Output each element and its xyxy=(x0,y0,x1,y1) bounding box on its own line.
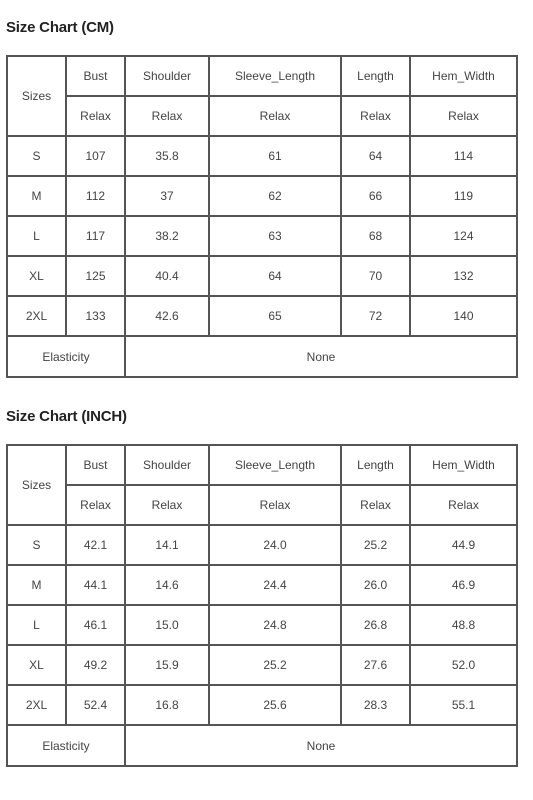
fit-hem-width: Relax xyxy=(410,485,517,525)
shoulder-cell: 38.2 xyxy=(125,216,209,256)
size-cell: L xyxy=(7,605,66,645)
sleeve-length-cell: 24.8 xyxy=(209,605,341,645)
fit-bust: Relax xyxy=(66,96,125,136)
table-row xyxy=(7,176,517,216)
bust-cell: 112 xyxy=(66,176,125,216)
size-cell: S xyxy=(7,136,66,176)
size-cell: XL xyxy=(7,256,66,296)
header-sizes: Sizes xyxy=(7,56,66,136)
header-shoulder: Shoulder xyxy=(125,445,209,485)
fit-length: Relax xyxy=(341,96,410,136)
hem-width-cell: 55.1 xyxy=(410,685,517,725)
shoulder-cell: 42.6 xyxy=(125,296,209,336)
shoulder-cell: 15.0 xyxy=(125,605,209,645)
elasticity-label: Elasticity xyxy=(7,336,125,377)
header-row xyxy=(7,445,517,485)
table-row xyxy=(7,296,517,336)
length-cell: 64 xyxy=(341,136,410,176)
hem-width-cell: 140 xyxy=(410,296,517,336)
size-cell: XL xyxy=(7,645,66,685)
elasticity-row xyxy=(7,336,517,377)
shoulder-cell: 15.9 xyxy=(125,645,209,685)
size-cell: M xyxy=(7,176,66,216)
sleeve-length-cell: 62 xyxy=(209,176,341,216)
hem-width-cell: 48.8 xyxy=(410,605,517,645)
fit-bust: Relax xyxy=(66,485,125,525)
fit-hem-width: Relax xyxy=(410,96,517,136)
hem-width-cell: 132 xyxy=(410,256,517,296)
table-row xyxy=(7,136,517,176)
size-cell: L xyxy=(7,216,66,256)
elasticity-value: None xyxy=(125,336,517,377)
sleeve-length-cell: 63 xyxy=(209,216,341,256)
table-row xyxy=(7,525,517,565)
size-chart-cm-title: Size Chart (CM) xyxy=(6,19,114,36)
length-cell: 26.0 xyxy=(341,565,410,605)
length-cell: 26.8 xyxy=(341,605,410,645)
fit-shoulder: Relax xyxy=(125,485,209,525)
sleeve-length-cell: 24.4 xyxy=(209,565,341,605)
hem-width-cell: 46.9 xyxy=(410,565,517,605)
fit-length: Relax xyxy=(341,485,410,525)
length-cell: 66 xyxy=(341,176,410,216)
header-shoulder: Shoulder xyxy=(125,56,209,96)
sleeve-length-cell: 25.2 xyxy=(209,645,341,685)
elasticity-value: None xyxy=(125,725,517,766)
bust-cell: 52.4 xyxy=(66,685,125,725)
header-hem-width: Hem_Width xyxy=(410,445,517,485)
bust-cell: 133 xyxy=(66,296,125,336)
length-cell: 28.3 xyxy=(341,685,410,725)
header-hem-width: Hem_Width xyxy=(410,56,517,96)
bust-cell: 42.1 xyxy=(66,525,125,565)
sleeve-length-cell: 24.0 xyxy=(209,525,341,565)
sleeve-length-cell: 25.6 xyxy=(209,685,341,725)
table-row xyxy=(7,216,517,256)
fit-sleeve-length: Relax xyxy=(209,96,341,136)
bust-cell: 46.1 xyxy=(66,605,125,645)
fit-row xyxy=(7,96,517,136)
shoulder-cell: 37 xyxy=(125,176,209,216)
hem-width-cell: 52.0 xyxy=(410,645,517,685)
table-row xyxy=(7,605,517,645)
size-cell: 2XL xyxy=(7,685,66,725)
fit-shoulder: Relax xyxy=(125,96,209,136)
header-row xyxy=(7,56,517,96)
hem-width-cell: 124 xyxy=(410,216,517,256)
header-length: Length xyxy=(341,56,410,96)
shoulder-cell: 14.1 xyxy=(125,525,209,565)
hem-width-cell: 114 xyxy=(410,136,517,176)
sleeve-length-cell: 65 xyxy=(209,296,341,336)
hem-width-cell: 119 xyxy=(410,176,517,216)
bust-cell: 107 xyxy=(66,136,125,176)
table-row xyxy=(7,565,517,605)
size-chart-inch-table xyxy=(6,444,518,767)
shoulder-cell: 40.4 xyxy=(125,256,209,296)
table-row xyxy=(7,645,517,685)
length-cell: 27.6 xyxy=(341,645,410,685)
length-cell: 68 xyxy=(341,216,410,256)
fit-row xyxy=(7,485,517,525)
shoulder-cell: 16.8 xyxy=(125,685,209,725)
elasticity-row xyxy=(7,725,517,766)
table-row xyxy=(7,256,517,296)
bust-cell: 44.1 xyxy=(66,565,125,605)
fit-sleeve-length: Relax xyxy=(209,485,341,525)
size-cell: M xyxy=(7,565,66,605)
size-chart-inch-title: Size Chart (INCH) xyxy=(6,408,127,425)
header-length: Length xyxy=(341,445,410,485)
sleeve-length-cell: 64 xyxy=(209,256,341,296)
hem-width-cell: 44.9 xyxy=(410,525,517,565)
length-cell: 72 xyxy=(341,296,410,336)
size-cell: 2XL xyxy=(7,296,66,336)
shoulder-cell: 14.6 xyxy=(125,565,209,605)
bust-cell: 49.2 xyxy=(66,645,125,685)
table-row xyxy=(7,685,517,725)
size-cell: S xyxy=(7,525,66,565)
header-bust: Bust xyxy=(66,445,125,485)
sleeve-length-cell: 61 xyxy=(209,136,341,176)
size-chart-cm-table xyxy=(6,55,518,378)
length-cell: 70 xyxy=(341,256,410,296)
shoulder-cell: 35.8 xyxy=(125,136,209,176)
header-sleeve-length: Sleeve_Length xyxy=(209,56,341,96)
header-sleeve-length: Sleeve_Length xyxy=(209,445,341,485)
bust-cell: 125 xyxy=(66,256,125,296)
elasticity-label: Elasticity xyxy=(7,725,125,766)
header-bust: Bust xyxy=(66,56,125,96)
bust-cell: 117 xyxy=(66,216,125,256)
length-cell: 25.2 xyxy=(341,525,410,565)
header-sizes: Sizes xyxy=(7,445,66,525)
